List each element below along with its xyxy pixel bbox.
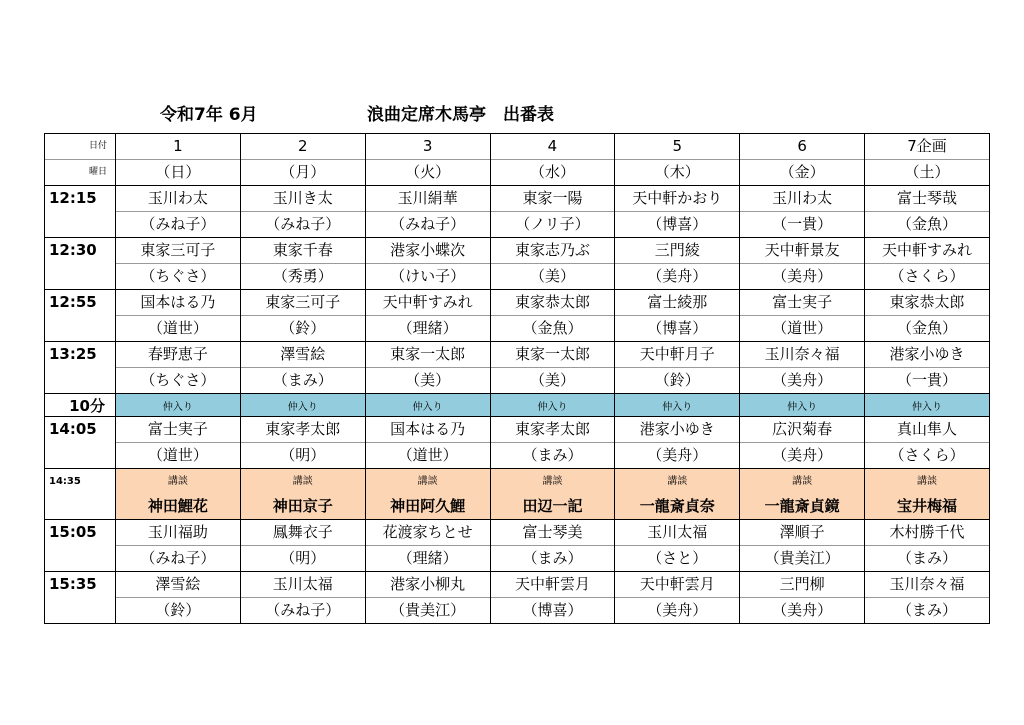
day-date: 1 xyxy=(116,134,240,160)
performer-name: 澤順子 xyxy=(740,520,864,546)
weekday-label: 曜日 xyxy=(88,167,107,177)
slot-time: 14:05 xyxy=(49,420,97,438)
kodan-performer-name: 神田阿久鯉 xyxy=(390,497,466,515)
performer-name: 玉川奈々福 xyxy=(740,342,864,368)
accompanist-name: （博喜） xyxy=(647,319,708,337)
performer-name: 天中軒雲月 xyxy=(615,572,739,598)
performer-cell xyxy=(740,290,865,342)
accompanist-name: （まみ） xyxy=(897,549,958,567)
performer-cell xyxy=(740,417,865,469)
performer-name: 春野恵子 xyxy=(116,342,240,368)
performer-cell xyxy=(615,417,740,469)
performer-cell xyxy=(865,238,990,290)
header-row xyxy=(45,134,990,186)
accompanist-name: （金魚） xyxy=(897,215,958,233)
kodan-performer-name: 一龍斎貞奈 xyxy=(639,497,715,515)
accompanist-name: （貴美江） xyxy=(764,549,840,567)
accompanist-name: （金魚） xyxy=(522,319,583,337)
performer-name: 天中軒景友 xyxy=(740,238,864,264)
schedule-table xyxy=(44,133,990,624)
kodan-performer-name: 神田鯉花 xyxy=(147,497,208,515)
accompanist-name: （みね子） xyxy=(140,215,216,233)
performer-name: 澤雪絵 xyxy=(116,572,240,598)
accompanist-name: （道世） xyxy=(397,446,458,464)
accompanist-name: （けい子） xyxy=(390,267,466,285)
performer-name: 三門綾 xyxy=(615,238,739,264)
intermission-cell: 仲入り xyxy=(865,394,990,417)
kodan-label: 講談 xyxy=(667,476,688,487)
day-date: 7企画 xyxy=(865,134,989,160)
performer-cell xyxy=(365,572,490,624)
accompanist-name: （みね子） xyxy=(265,215,341,233)
performer-cell xyxy=(490,520,615,572)
performer-cell xyxy=(490,417,615,469)
performer-name: 三門柳 xyxy=(740,572,864,598)
day-header-cell xyxy=(615,134,740,186)
performer-name: 木村勝千代 xyxy=(865,520,989,546)
performer-cell xyxy=(615,342,740,394)
accompanist-name: （ちぐさ） xyxy=(140,371,216,389)
performer-cell xyxy=(365,342,490,394)
performer-cell xyxy=(490,238,615,290)
performer-name: 天中軒かおり xyxy=(615,186,739,212)
slot-time: 12:30 xyxy=(49,241,97,259)
slot-time-blank xyxy=(45,546,115,571)
header-label-cell xyxy=(45,134,116,186)
performer-name: 港家小ゆき xyxy=(865,342,989,368)
accompanist-name: （金魚） xyxy=(897,319,958,337)
performer-name: 東家孝太郎 xyxy=(241,417,365,443)
time-cell xyxy=(45,469,116,520)
performer-cell xyxy=(865,186,990,238)
accompanist-name: （美） xyxy=(405,371,451,389)
accompanist-name: （鈴） xyxy=(654,371,700,389)
accompanist-name: （美舟） xyxy=(772,601,833,619)
performer-cell xyxy=(740,342,865,394)
accompanist-name: （美舟） xyxy=(772,446,833,464)
kodan-cell xyxy=(740,469,865,520)
performer-cell xyxy=(116,290,241,342)
kodan-label: 講談 xyxy=(542,476,563,487)
slot-time: 15:05 xyxy=(49,523,97,541)
performer-name: 東家三可子 xyxy=(241,290,365,316)
performer-cell xyxy=(116,572,241,624)
performer-cell xyxy=(615,186,740,238)
time-slot-row xyxy=(45,186,990,238)
accompanist-name: （道世） xyxy=(147,319,208,337)
performer-name: 東家一太郎 xyxy=(491,342,615,368)
accompanist-name: （美） xyxy=(529,371,575,389)
accompanist-name: （秀勇） xyxy=(272,267,333,285)
kodan-label: 講談 xyxy=(917,476,938,487)
time-cell xyxy=(45,290,116,342)
intermission-duration: 10分 xyxy=(45,394,116,417)
accompanist-name: （みね子） xyxy=(390,215,466,233)
performer-cell xyxy=(240,342,365,394)
slot-time-blank xyxy=(45,264,115,289)
kodan-cell xyxy=(240,469,365,520)
kodan-cell xyxy=(490,469,615,520)
accompanist-name: （美舟） xyxy=(647,446,708,464)
performer-cell xyxy=(365,520,490,572)
accompanist-name: （美） xyxy=(529,267,575,285)
performer-cell xyxy=(865,342,990,394)
performer-name: 港家小柳丸 xyxy=(366,572,490,598)
slot-time: 12:15 xyxy=(49,189,97,207)
intermission-cell: 仲入り xyxy=(490,394,615,417)
performer-name: 鳳舞衣子 xyxy=(241,520,365,546)
performer-name: 広沢菊春 xyxy=(740,417,864,443)
performer-name: 玉川わ太 xyxy=(740,186,864,212)
accompanist-name: （理緒） xyxy=(397,549,458,567)
accompanist-name: （道世） xyxy=(772,319,833,337)
time-slot-row xyxy=(45,520,990,572)
accompanist-name: （貴美江） xyxy=(390,601,466,619)
performer-name: 東家孝太郎 xyxy=(491,417,615,443)
performer-cell xyxy=(365,238,490,290)
kodan-cell xyxy=(865,469,990,520)
day-date: 5 xyxy=(615,134,739,160)
time-slot-row xyxy=(45,417,990,469)
accompanist-name: （ちぐさ） xyxy=(140,267,216,285)
performer-cell xyxy=(865,417,990,469)
slot-time: 14:35 xyxy=(49,476,81,487)
slot-time-blank xyxy=(45,316,115,341)
performer-name: 玉川絹華 xyxy=(366,186,490,212)
day-weekday: （水） xyxy=(529,163,575,181)
performer-cell xyxy=(865,572,990,624)
performer-name: 国本はる乃 xyxy=(366,417,490,443)
date-label: 日付 xyxy=(45,134,115,160)
performer-name: 澤雪絵 xyxy=(241,342,365,368)
performer-name: 玉川福助 xyxy=(116,520,240,546)
day-header-cell xyxy=(240,134,365,186)
performer-cell xyxy=(240,238,365,290)
accompanist-name: （美舟） xyxy=(772,371,833,389)
performer-cell xyxy=(740,186,865,238)
performer-cell xyxy=(365,186,490,238)
time-cell xyxy=(45,238,116,290)
accompanist-name: （美舟） xyxy=(647,267,708,285)
accompanist-name: （美舟） xyxy=(647,601,708,619)
performer-cell xyxy=(365,417,490,469)
intermission-cell: 仲入り xyxy=(740,394,865,417)
performer-cell xyxy=(240,520,365,572)
kodan-performer-name: 宝井梅福 xyxy=(897,497,958,515)
accompanist-name: （さと） xyxy=(647,549,708,567)
kodan-row xyxy=(45,469,990,520)
day-weekday: （金） xyxy=(779,163,825,181)
time-slot-row xyxy=(45,238,990,290)
performer-name: 富士実子 xyxy=(116,417,240,443)
performer-name: 玉川き太 xyxy=(241,186,365,212)
accompanist-name: （みね子） xyxy=(265,601,341,619)
performer-name: 富士実子 xyxy=(740,290,864,316)
accompanist-name: （ノリ子） xyxy=(515,215,590,233)
slot-time-blank xyxy=(45,212,115,237)
performer-name: 東家恭太郎 xyxy=(491,290,615,316)
slot-time: 15:35 xyxy=(49,575,97,593)
accompanist-name: （鈴） xyxy=(155,601,201,619)
performer-cell xyxy=(240,186,365,238)
performer-name: 天中軒すみれ xyxy=(865,238,989,264)
performer-cell xyxy=(615,238,740,290)
performer-cell xyxy=(240,417,365,469)
performer-cell xyxy=(240,290,365,342)
intermission-row xyxy=(45,394,990,417)
day-date: 2 xyxy=(241,134,365,160)
slot-time-blank xyxy=(45,443,115,468)
performer-name: 港家小蝶次 xyxy=(366,238,490,264)
kodan-cell xyxy=(615,469,740,520)
time-slot-row xyxy=(45,342,990,394)
kodan-label: 講談 xyxy=(417,476,438,487)
performer-cell xyxy=(116,238,241,290)
accompanist-name: （美舟） xyxy=(772,267,833,285)
day-weekday: （月） xyxy=(280,163,326,181)
time-slot-row xyxy=(45,290,990,342)
performer-name: 玉川太福 xyxy=(615,520,739,546)
slot-time: 12:55 xyxy=(49,293,97,311)
slot-time-blank xyxy=(45,368,115,393)
day-date: 4 xyxy=(491,134,615,160)
accompanist-name: （まみ） xyxy=(272,371,333,389)
accompanist-name: （みね子） xyxy=(140,549,216,567)
performer-cell xyxy=(740,238,865,290)
performer-name: 東家三可子 xyxy=(116,238,240,264)
day-header-cell xyxy=(490,134,615,186)
time-cell xyxy=(45,520,116,572)
day-weekday: （土） xyxy=(904,163,950,181)
accompanist-name: （鈴） xyxy=(280,319,326,337)
intermission-cell: 仲入り xyxy=(615,394,740,417)
day-weekday: （火） xyxy=(405,163,451,181)
accompanist-name: （まみ） xyxy=(897,601,958,619)
performer-name: 富士綾那 xyxy=(615,290,739,316)
slot-time-blank xyxy=(45,598,115,623)
day-weekday: （木） xyxy=(654,163,700,181)
accompanist-name: （まみ） xyxy=(522,549,583,567)
performer-name: 天中軒月子 xyxy=(615,342,739,368)
slot-time: 13:25 xyxy=(49,345,97,363)
day-header-cell xyxy=(740,134,865,186)
accompanist-name: （さくら） xyxy=(889,446,965,464)
performer-cell xyxy=(865,290,990,342)
accompanist-name: （明） xyxy=(280,446,326,464)
performer-name: 東家千春 xyxy=(241,238,365,264)
day-date: 6 xyxy=(740,134,864,160)
day-date: 3 xyxy=(366,134,490,160)
intermission-cell: 仲入り xyxy=(116,394,241,417)
accompanist-name: （博喜） xyxy=(522,601,583,619)
performer-name: 真山隼人 xyxy=(865,417,989,443)
kodan-cell xyxy=(365,469,490,520)
performer-cell xyxy=(740,572,865,624)
kodan-cell xyxy=(116,469,241,520)
accompanist-name: （博喜） xyxy=(647,215,708,233)
performer-cell xyxy=(365,290,490,342)
time-slot-row xyxy=(45,572,990,624)
performer-cell xyxy=(490,342,615,394)
performer-cell xyxy=(615,290,740,342)
day-header-cell xyxy=(365,134,490,186)
performer-name: 東家恭太郎 xyxy=(865,290,989,316)
performer-name: 天中軒すみれ xyxy=(366,290,490,316)
performer-cell xyxy=(240,572,365,624)
performer-name: 富士琴美 xyxy=(491,520,615,546)
kodan-label: 講談 xyxy=(792,476,813,487)
performer-cell xyxy=(490,186,615,238)
performer-cell xyxy=(490,572,615,624)
intermission-cell: 仲入り xyxy=(365,394,490,417)
kodan-label: 講談 xyxy=(167,476,188,487)
performer-name: 玉川奈々福 xyxy=(865,572,989,598)
performer-cell xyxy=(865,520,990,572)
accompanist-name: （一貴） xyxy=(772,215,833,233)
performer-name: 東家志乃ぶ xyxy=(491,238,615,264)
kodan-performer-name: 田辺一記 xyxy=(522,497,583,515)
time-cell xyxy=(45,342,116,394)
document-title-date: 令和7年 6月 xyxy=(160,105,258,125)
accompanist-name: （一貴） xyxy=(897,371,958,389)
performer-cell xyxy=(116,342,241,394)
day-weekday: （日） xyxy=(155,163,201,181)
performer-name: 港家小ゆき xyxy=(615,417,739,443)
performer-cell xyxy=(490,290,615,342)
performer-cell xyxy=(116,520,241,572)
performer-name: 玉川太福 xyxy=(241,572,365,598)
performer-cell xyxy=(116,186,241,238)
intermission-cell: 仲入り xyxy=(240,394,365,417)
day-header-cell xyxy=(865,134,990,186)
accompanist-name: （道世） xyxy=(147,446,208,464)
kodan-performer-name: 一龍斎貞鏡 xyxy=(764,497,840,515)
time-cell xyxy=(45,186,116,238)
time-cell xyxy=(45,572,116,624)
kodan-label: 講談 xyxy=(292,476,313,487)
performer-cell xyxy=(740,520,865,572)
accompanist-name: （明） xyxy=(280,549,326,567)
performer-cell xyxy=(615,520,740,572)
document-title-venue: 浪曲定席木馬亭 出番表 xyxy=(367,105,554,125)
day-header-cell xyxy=(116,134,241,186)
performer-name: 天中軒雲月 xyxy=(491,572,615,598)
performer-name: 富士琴哉 xyxy=(865,186,989,212)
performer-cell xyxy=(615,572,740,624)
performer-name: 花渡家ちとせ xyxy=(366,520,490,546)
accompanist-name: （理緒） xyxy=(397,319,458,337)
performer-name: 国本はる乃 xyxy=(116,290,240,316)
performer-name: 玉川わ太 xyxy=(116,186,240,212)
slot-time-blank xyxy=(45,494,115,519)
performer-name: 東家一陽 xyxy=(491,186,615,212)
performer-name: 東家一太郎 xyxy=(366,342,490,368)
kodan-performer-name: 神田京子 xyxy=(272,497,333,515)
accompanist-name: （まみ） xyxy=(522,446,583,464)
performer-cell xyxy=(116,417,241,469)
time-cell xyxy=(45,417,116,469)
accompanist-name: （さくら） xyxy=(889,267,965,285)
